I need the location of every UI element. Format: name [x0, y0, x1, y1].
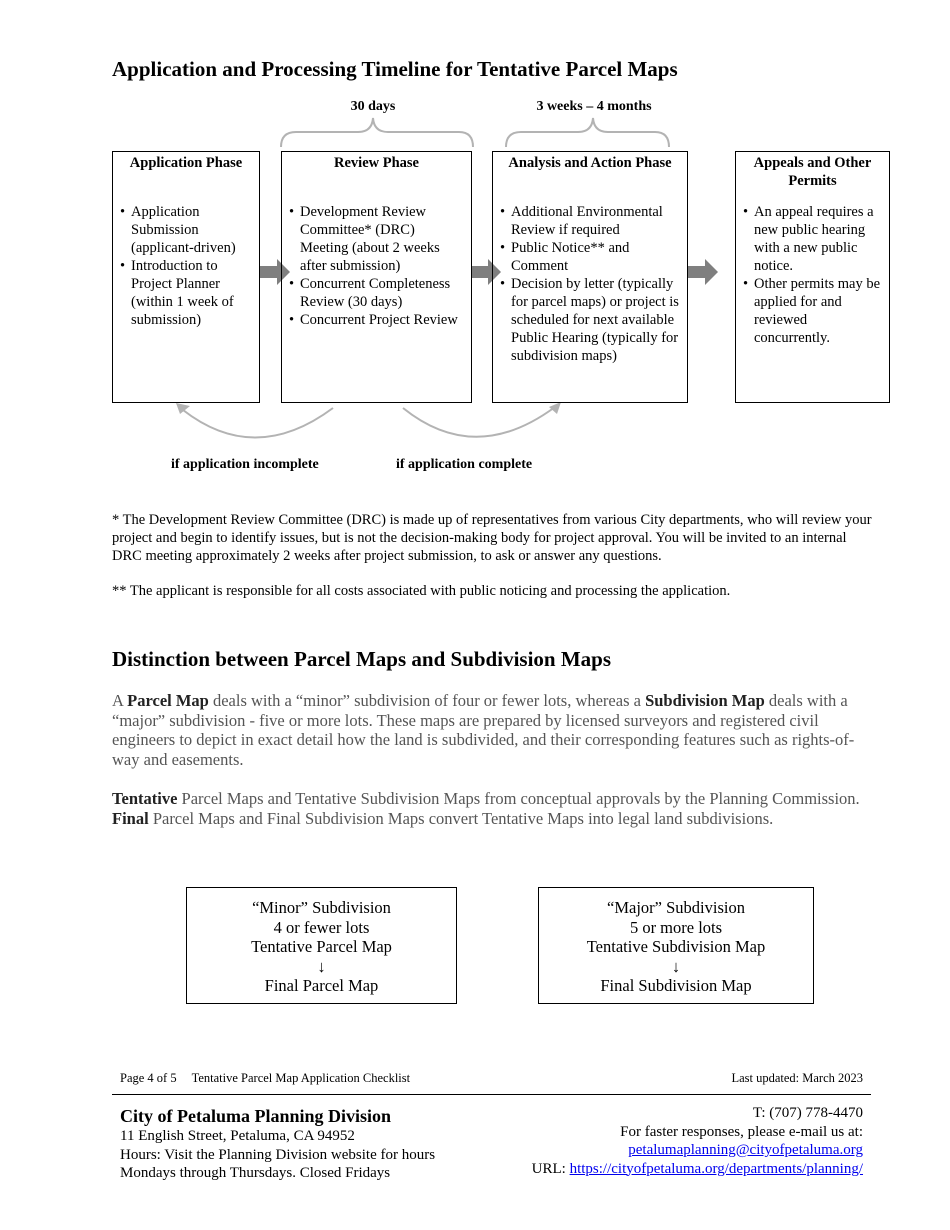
brace-review — [281, 118, 473, 147]
loop-complete — [403, 407, 555, 437]
text-run: A — [112, 691, 128, 710]
duration-label-analysis: 3 weeks – 4 months — [536, 99, 652, 114]
phase-title: Application Phase — [129, 155, 243, 171]
subdivision-map-term: Subdivision Map — [645, 691, 765, 710]
phase-box-analysis — [492, 151, 688, 403]
phase-list — [493, 203, 687, 365]
last-updated: Last updated: March 2023 — [731, 1071, 863, 1085]
phone: T: (707) 778-4470 — [752, 1105, 863, 1121]
doc-title: Tentative Parcel Map Application Checklist — [191, 1071, 411, 1085]
final-term: Final — [112, 808, 149, 828]
phase-item: • Other permits may be applied for and reviewed concurrently. — [754, 275, 883, 347]
phase-title: Analysis and Action Phase — [508, 155, 672, 171]
loop-complete-arrowhead — [549, 402, 561, 414]
website-link[interactable]: https://cityofpetaluma.org/departments/planning/ — [569, 1160, 863, 1177]
distinction-paragraph-1 — [112, 691, 872, 769]
phase-item: • Additional Environmental Review if required — [511, 203, 681, 239]
phase-item: • Decision by letter (typically for parcel maps) or project is scheduled for next available Public Hearing (typically for subdivision maps) — [511, 275, 681, 365]
phase-box-review — [281, 151, 472, 403]
loop-incomplete-arrowhead — [176, 403, 190, 414]
phase-item: • An appeal requires a new public hearing with a new public notice. — [754, 203, 883, 275]
footer-contact-right — [532, 1104, 863, 1178]
org-name: City of Petaluma Planning Division — [120, 1106, 392, 1126]
distinction-paragraph-2 — [112, 789, 872, 828]
phase-title: Appeals and Other Permits — [753, 155, 872, 189]
arrow-3 — [688, 259, 718, 285]
footer-page-info — [120, 1071, 410, 1086]
hours-line-2: Mondays through Thursdays. Closed Fridays — [120, 1165, 391, 1181]
phase-item: • Introduction to Project Planner (within 1 week of submission) — [131, 257, 253, 329]
minor-tentative: Tentative Parcel Map — [251, 937, 392, 957]
timeline-title: Application and Processing Timeline for Tentative Parcel Maps — [112, 57, 678, 81]
down-arrow-icon: ↓ — [317, 956, 326, 976]
phase-item: • Public Notice** and Comment — [511, 239, 681, 275]
duration-label-review: 30 days — [350, 99, 396, 114]
email-link[interactable]: petalumaplanning@cityofpetaluma.org — [628, 1142, 863, 1158]
major-lots: 5 or more lots — [629, 917, 723, 937]
phase-item: • Concurrent Project Review — [300, 311, 465, 329]
major-subdivision-box — [538, 887, 814, 1004]
hours-line-1: Hours: Visit the Planning Division website for hours — [120, 1146, 436, 1163]
brace-analysis — [506, 118, 669, 147]
major-final: Final Subdivision Map — [600, 976, 752, 996]
minor-heading: “Minor” Subdivision — [252, 898, 391, 917]
email-prompt: For faster responses, please e-mail us at: — [620, 1123, 863, 1140]
footer-divider — [112, 1094, 871, 1095]
phase-box-application — [112, 151, 260, 403]
tentative-term: Tentative — [112, 789, 178, 808]
loop-label-complete: if application complete — [396, 457, 533, 472]
phase-title: Review Phase — [334, 155, 419, 171]
address: 11 English Street, Petaluma, CA 94952 — [120, 1128, 355, 1144]
parcel-map-term: Parcel Map — [127, 691, 209, 710]
phase-list — [113, 203, 259, 329]
major-tentative: Tentative Subdivision Map — [586, 937, 766, 957]
minor-final: Final Parcel Map — [264, 976, 379, 996]
minor-lots: 4 or fewer lots — [273, 917, 370, 937]
phase-list — [282, 203, 471, 329]
footer-contact-left — [120, 1105, 435, 1183]
minor-subdivision-box — [186, 887, 457, 1004]
text-run: deals with a “major” subdivision - five or more lots. These maps are prepared by licensed surveyors and registered civil engineers to depict in exact detail how the land is subdivided, and their corresponding features such as rights-of-way and easements. — [112, 691, 855, 769]
note-drc: * The Development Review Committee (DRC) is made up of representatives from various City departments, who will review your project and begin to identify issues, but is not the decision-making body for project approval. You will be invited to an internal DRC meeting approximately 2 weeks after project submission, to ask or answer any questions. — [112, 512, 872, 564]
text-run: Parcel Maps and Tentative Subdivision Maps from conceptual approvals by the Planning Commission. — [177, 789, 860, 808]
distinction-title: Distinction between Parcel Maps and Subdivision Maps — [112, 647, 612, 671]
url-label: URL: — [531, 1160, 570, 1177]
phase-box-appeals — [735, 151, 890, 403]
text-run: Parcel Maps and Final Subdivision Maps convert Tentative Maps into legal land subdivisions. — [148, 808, 774, 828]
loop-label-incomplete: if application incomplete — [171, 457, 319, 472]
page-number: Page 4 of 5 — [120, 1071, 177, 1085]
phase-list — [736, 203, 889, 347]
note-costs: ** The applicant is responsible for all costs associated with public noticing and processing the application. — [112, 583, 731, 599]
text-run: deals with a “minor” subdivision of four or fewer lots, whereas a — [208, 691, 646, 710]
phase-item: • Development Review Committee* (DRC) Meeting (about 2 weeks after submission) — [300, 203, 465, 275]
phase-item: • Concurrent Completeness Review (30 days) — [300, 275, 465, 311]
major-heading: “Major” Subdivision — [607, 898, 745, 917]
down-arrow-icon: ↓ — [671, 956, 681, 976]
phase-item: • Application Submission (applicant-driven) — [131, 203, 253, 257]
loop-incomplete — [183, 408, 333, 438]
